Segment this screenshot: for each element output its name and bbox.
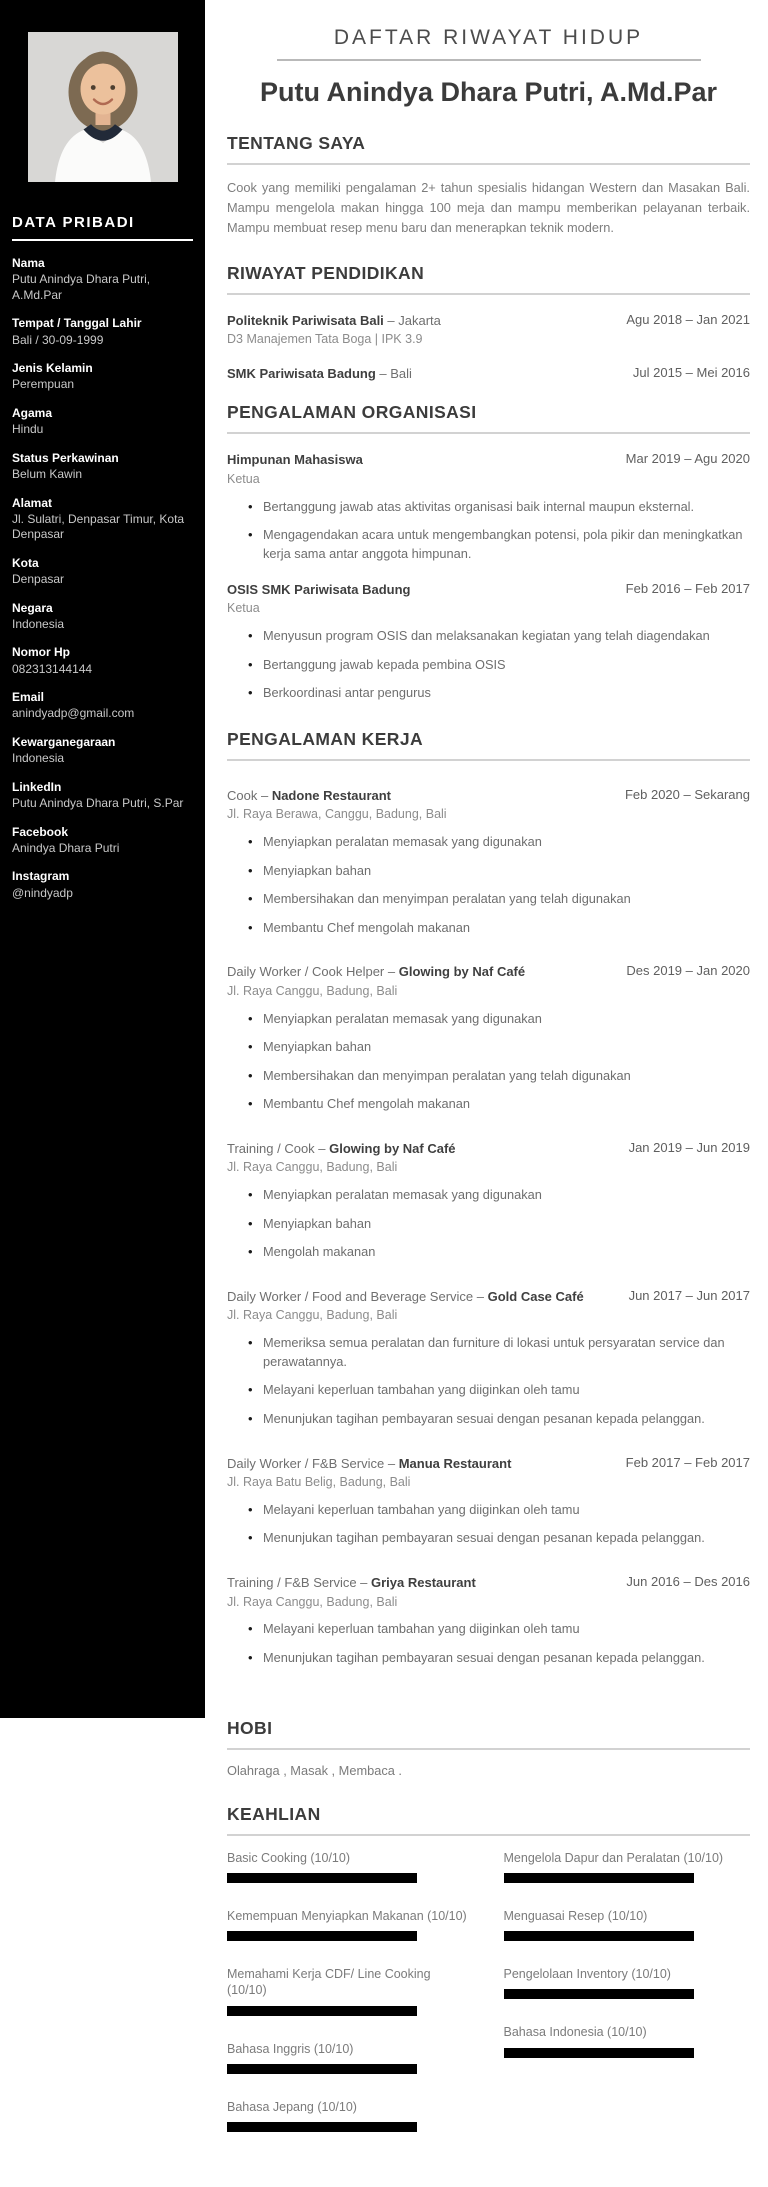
education-entry [227,312,750,348]
skill-fill [227,2122,417,2132]
personal-field [12,868,193,901]
bullet-item: • Membantu Chef mengolah makanan [248,919,750,938]
skill-label: Pengelolaan Inventory (10/10) [503,1967,671,1982]
work-entry [227,1288,750,1429]
about-heading: TENTANG SAYA [227,133,750,165]
work-address: Jl. Raya Batu Belig, Badung, Bali [227,1475,411,1490]
personal-field-value: Putu Anindya Dhara Putri, A.Md.Par [12,272,151,302]
work-bullets [227,1334,750,1428]
skill-fill [504,1989,694,1999]
skill-item [227,1908,474,1941]
skills-grid [227,1850,750,2158]
organization-entry-head [227,451,750,487]
work-company: Griya Restaurant [371,1575,476,1591]
bullet-item: • Menyiapkan bahan [248,1215,750,1234]
work-date: Feb 2020 – Sekarang [624,786,750,802]
work-entry [227,963,750,1114]
bullet-item: • Menyiapkan bahan [248,1038,750,1057]
organization-entry-title [227,451,363,487]
personal-field-value: Denpasar [12,572,65,587]
organization-name: Himpunan Mahasiswa [227,452,363,468]
work-bullets [227,1501,750,1548]
work-list [227,787,750,1668]
work-bullets [227,1186,750,1262]
personal-field-value: Hindu [12,422,44,437]
skill-label: Bahasa Indonesia (10/10) [503,2025,647,2040]
work-date: Feb 2017 – Feb 2017 [625,1454,750,1470]
personal-field-label: Alamat [12,495,53,510]
education-entry-title [227,365,412,383]
personal-field-value: Jl. Sulatri, Denpasar Timur, Kota Denpasar [12,511,185,542]
bullet-item: • Melayani keperluan tambahan yang diiginkan oleh tamu [248,1620,750,1639]
skill-fill [227,1931,417,1941]
personal-field-value: @nindyadp [12,885,73,900]
school-name: SMK Pariwisata Badung [227,365,376,381]
personal-field-label: Kota [12,555,39,570]
work-entry-title [227,963,525,999]
organization-role: Ketua [227,472,260,487]
work-entry-head [227,1574,750,1610]
work-address: Jl. Raya Berawa, Canggu, Badung, Bali [227,807,447,822]
personal-field-label: Nama [12,256,45,270]
work-heading: PENGALAMAN KERJA [227,729,750,761]
personal-field-value: Indonesia [12,616,65,631]
work-entry [227,787,750,938]
work-date: Jun 2016 – Des 2016 [626,1574,750,1590]
education-list [227,312,750,383]
work-date: Jan 2019 – Jun 2019 [628,1139,750,1155]
personal-field [12,450,193,483]
school-location: – Jakarta [383,312,441,328]
organization-bullets [227,498,750,564]
skill-fill [227,2006,417,2016]
skills-column-right [504,1850,751,2158]
education-entry-title [227,312,441,330]
skill-label: Memahami Kerja CDF/ Line Cooking (10/10) [227,1967,431,1998]
work-entry [227,1455,750,1549]
bullet-item: • Menunjukan tagihan pembayaran sesuai dengan pesanan kepada pelanggan. [248,1529,750,1548]
organization-entry-head [227,581,750,617]
personal-field-value: Bali / 30-09-1999 [12,332,104,347]
work-entry-head [227,1455,750,1491]
work-entry-head [227,1288,750,1324]
work-address: Jl. Raya Canggu, Badung, Bali [227,1160,398,1175]
organization-entry [227,581,750,703]
personal-field [12,555,193,588]
skill-fill [227,1873,417,1883]
work-date: Jun 2017 – Jun 2017 [628,1287,750,1303]
personal-field-value: Anindya Dhara Putri [12,840,120,855]
bullet-item: • Membersihakan dan menyimpan peralatan yang telah digunakan [248,1067,750,1086]
organization-entry-title [227,581,411,617]
hobby-text: Olahraga , Masak , Membaca . [227,1762,402,1778]
work-company: Glowing by Naf Café [329,1140,456,1156]
personal-field [12,255,193,303]
work-entry-title [227,1288,584,1324]
work-company: Nadone Restaurant [271,787,392,803]
work-entry [227,1140,750,1262]
personal-field [12,689,193,722]
work-role: Training / Cook – [227,1140,330,1156]
skill-label: Bahasa Jepang (10/10) [227,2099,357,2114]
education-heading: RIWAYAT PENDIDIKAN [227,263,750,295]
personal-field-value: anindyadp@gmail.com [12,706,135,721]
school-location: – Bali [375,365,412,381]
document-title: DAFTAR RIWAYAT HIDUP [333,26,644,49]
skill-fill [504,1873,694,1883]
skill-bar [504,1931,694,1941]
bullet-item: • Membersihakan dan menyimpan peralatan yang telah digunakan [248,890,750,909]
skill-bar [504,1989,694,1999]
skill-bar [504,2048,694,2058]
bullet-item: • Menyiapkan peralatan memasak yang digunakan [248,833,750,852]
personal-field-label: Negara [12,600,53,615]
organization-role: Ketua [227,601,260,616]
education-entry [227,365,750,383]
skill-bar [504,1873,694,1883]
work-address: Jl. Raya Canggu, Badung, Bali [227,1594,398,1609]
work-role: Cook – [227,787,272,803]
work-date: Des 2019 – Jan 2020 [626,963,750,979]
bullet-item: • Menyiapkan peralatan memasak yang digunakan [248,1186,750,1205]
organization-date: Feb 2016 – Feb 2017 [625,580,750,596]
skill-label: Basic Cooking (10/10) [227,1850,350,1865]
skill-bar [227,1873,417,1883]
skill-label: Menguasai Resep (10/10) [503,1908,648,1923]
personal-field-label: Status Perkawinan [12,450,119,465]
work-entry-title [227,1140,456,1176]
personal-field-label: Tempat / Tanggal Lahir [12,316,142,331]
work-role: Daily Worker / Cook Helper – [227,964,399,980]
education-date: Jul 2015 – Mei 2016 [632,364,750,380]
personal-field-label: Agama [12,405,53,420]
skill-item [504,1966,751,1999]
title-divider [277,59,701,61]
work-entry-title [227,1574,476,1610]
work-address: Jl. Raya Canggu, Badung, Bali [227,983,398,998]
bullet-item: • Menyusun program OSIS dan melaksanakan kegiatan yang telah diagendakan [248,627,750,646]
organization-list [227,451,750,702]
personal-field-value: Belum Kawin [12,466,83,481]
section-about [227,133,750,239]
work-bullets [227,833,750,937]
main-content [205,0,768,2187]
personal-field-label: Nomor Hp [12,645,70,660]
personal-field-value: 082313144144 [12,661,93,676]
bullet-item: • Mengolah makanan [248,1243,750,1262]
personal-field-label: Instagram [12,869,70,884]
personal-field [12,360,193,393]
about-text: Cook yang memiliki pengalaman 2+ tahun spesialis hidangan Western dan Masakan Bali. Mampu mengelola makan hingga 100 meja dan mampu memberikan pelayanan terbaik. Mampu membuat resep menu baru dan menerapkan teknik modern. [227,179,750,236]
work-entry-head [227,787,750,823]
personal-field-label: Kewarganegaraan [12,735,116,749]
school-name: Politeknik Pariwisata Bali [227,312,384,328]
personal-field [12,824,193,857]
skill-label: Kemempuan Menyiapkan Makanan (10/10) [227,1908,467,1923]
work-entry [227,1574,750,1668]
bullet-item: • Melayani keperluan tambahan yang diiginkan oleh tamu [248,1381,750,1400]
bullet-item: • Menunjukan tagihan pembayaran sesuai dengan pesanan kepada pelanggan. [248,1410,750,1429]
bullet-item: • Mengagendakan acara untuk mengembangkan potensi, pola pikir dan meningkatkan kerja sama antar anggota himpunan. [248,526,750,563]
bullet-item: • Melayani keperluan tambahan yang diiginkan oleh tamu [248,1501,750,1520]
work-address: Jl. Raya Canggu, Badung, Bali [227,1308,398,1323]
profile-photo-illustration [28,32,178,182]
education-date: Agu 2018 – Jan 2021 [626,311,750,327]
work-entry-head [227,1140,750,1176]
person-name: Putu Anindya Dhara Putri, A.Md.Par [259,77,718,107]
sidebar [0,0,205,1718]
education-detail: D3 Manajemen Tata Boga | IPK 3.9 [227,332,423,347]
personal-field-label: Email [12,690,45,705]
bullet-item: • Membantu Chef mengolah makanan [248,1095,750,1114]
personal-field [12,495,193,543]
organization-bullets [227,627,750,703]
skill-bar [227,2122,417,2132]
skill-item [227,2041,474,2074]
skill-item [504,1908,751,1941]
personal-field-value: Perempuan [12,377,75,392]
work-entry-title [227,787,447,823]
work-entry-title [227,1455,511,1491]
work-role: Training / F&B Service – [227,1575,372,1591]
skill-label: Bahasa Inggris (10/10) [227,2041,354,2056]
organization-entry [227,451,750,563]
skills-column-left [227,1850,474,2158]
skill-bar [227,2006,417,2016]
personal-field [12,315,193,348]
work-company: Manua Restaurant [398,1455,512,1471]
personal-field [12,734,193,767]
bullet-item: • Menyiapkan bahan [248,862,750,881]
skill-fill [504,2048,694,2058]
bullet-item: • Memeriksa semua peralatan dan furniture di lokasi untuk persyaratan service dan perawatannya. [248,1334,750,1371]
section-work [227,729,750,1668]
organization-heading: PENGALAMAN ORGANISASI [227,402,750,434]
personal-field-label: Facebook [12,824,69,839]
work-role: Daily Worker / F&B Service – [227,1455,399,1471]
skill-item [227,1850,474,1883]
bullet-item: • Berkoordinasi antar pengurus [248,684,750,703]
section-skills [227,1804,750,2158]
personal-field [12,405,193,438]
skill-item [504,1850,751,1883]
work-company: Glowing by Naf Café [398,964,526,980]
work-company: Gold Case Café [487,1288,584,1304]
skill-label: Mengelola Dapur dan Peralatan (10/10) [503,1850,724,1865]
hobby-heading: HOBI [227,1718,750,1750]
personal-field [12,779,193,812]
skill-item [504,2024,751,2057]
personal-field-value: Indonesia [12,751,65,766]
education-entry-head [227,365,750,383]
skill-item [227,2099,474,2132]
section-organization [227,402,750,702]
skills-heading: KEAHLIAN [227,1804,750,1836]
bullet-item: • Menyiapkan peralatan memasak yang digunakan [248,1010,750,1029]
organization-name: OSIS SMK Pariwisata Badung [227,581,411,597]
bullet-item: • Bertanggung jawab kepada pembina OSIS [248,656,750,675]
personal-field [12,644,193,677]
work-entry-head [227,963,750,999]
skill-item [227,1966,474,2016]
section-education [227,263,750,383]
skill-fill [227,2064,417,2074]
sidebar-heading: DATA PRIBADI [12,214,193,241]
education-entry-head [227,312,750,330]
profile-photo [28,32,178,182]
personal-field-label: LinkedIn [12,779,62,794]
skill-bar [227,2064,417,2074]
skill-bar [227,1931,417,1941]
personal-field [12,600,193,633]
section-hobby [227,1718,750,1778]
personal-field-value: Putu Anindya Dhara Putri, S.Par [12,795,184,810]
personal-data-list [12,255,193,901]
bullet-item: • Bertanggung jawab atas aktivitas organisasi baik internal maupun eksternal. [248,498,750,517]
work-bullets [227,1010,750,1114]
work-bullets [227,1620,750,1667]
personal-field-label: Jenis Kelamin [12,361,93,376]
organization-date: Mar 2019 – Agu 2020 [625,451,750,467]
skill-fill [504,1931,694,1941]
work-role: Daily Worker / Food and Beverage Service – [227,1288,488,1304]
bullet-item: • Menunjukan tagihan pembayaran sesuai dengan pesanan kepada pelanggan. [248,1649,750,1668]
